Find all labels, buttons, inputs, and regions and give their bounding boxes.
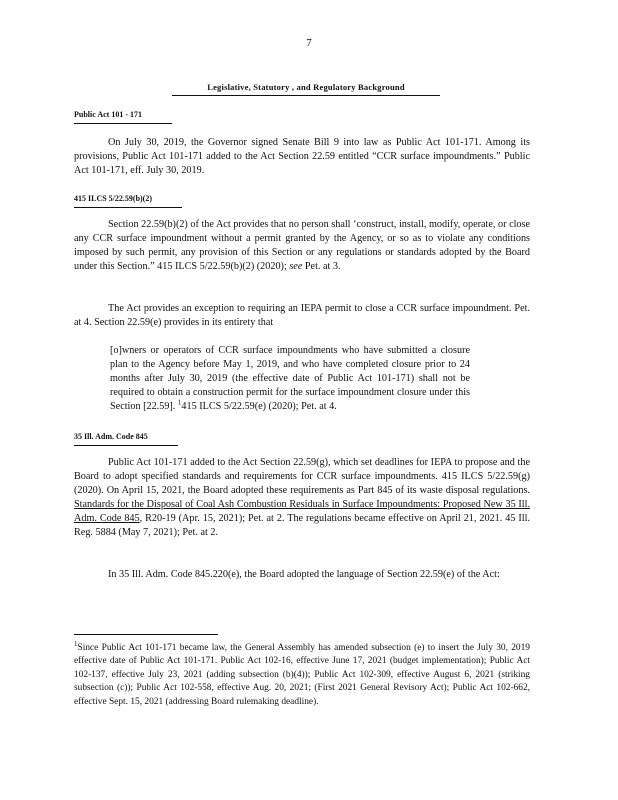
paragraph-part-845-text: Public Act 101-171 added to the Act Section 22.59(g), which set deadlines for IEPA to propose and the Board to adopt specified standards and requirements for CCR surface impoundments. 415 ILCS 5/22.59(g) (2020). On April 15, 2021, the Board adopted these requirements as Part 845 of its waste disposal regulations. <box>74 457 530 496</box>
footnote-reference[interactable]: 1 <box>177 398 182 407</box>
footnote <box>74 639 530 709</box>
case-citation-title: Standards for the Disposal of Coal Ash Combustion Residuals in Surface Impoundments: Proposed New 35 Ill. Adm. Code 845 <box>74 499 530 524</box>
paragraph-845-220-text: In 35 Ill. Adm. Code 845.220(e), the Board adopted the language of Section 22.59(e) of the Act: <box>108 569 500 580</box>
paragraph-exception <box>74 302 530 330</box>
heading-section-2259: 415 ILCS 5/22.59(b)(2) <box>74 192 182 208</box>
paragraph-section-2259-tail: Pet. at 3. <box>302 261 341 272</box>
block-quote-text: [o]wners or operators of CCR surface impoundments who have submitted a closure plan to the Agency before May 1, 2019, and who have completed closure prior to 24 months after July 30, 2019 (the effective date of Public Act 101-171) shall not be required to obtain a construction permit for the surface impoundment closure under this Section [22.59]. <box>110 345 470 412</box>
paragraph-845-220 <box>74 568 530 582</box>
paragraph-part-845-tail: , R20-19 (Apr. 15, 2021); Pet. at 2. The regulations became effective on April 21, 2021. 45 Ill. Reg. 5884 (May 7, 2021); Pet. at 2. <box>74 513 530 538</box>
paragraph-section-2259 <box>74 218 530 274</box>
footnote-text: Since Public Act 101-171 became law, the General Assembly has amended subsection (e) to insert the July 30, 2019 effective date of Public Act 101-171. Public Act 102-16, effective June 17, 2021 (budget implementation); Public Act 102-137, effective July 23, 2021 (adding subsection (b)(4)); Public Act 102-309, effective August 6, 2021 (striking subsection (c)); Public Act 102-558, effective Aug. 20, 2021; (First 2021 General Revisory Act); Public Act 102-662, effective Sept. 15, 2021 (addressing Board rulemaking deadline). <box>74 643 530 707</box>
block-quote <box>110 344 470 414</box>
footnote-mark: 1 <box>74 639 78 648</box>
block-quote-citation: 415 ILCS 5/22.59(e) (2020); Pet. at 4. <box>181 401 337 412</box>
paragraph-public-act <box>74 136 530 178</box>
footnote-divider <box>74 634 218 635</box>
paragraph-part-845 <box>74 456 530 540</box>
paragraph-public-act-text: On July 30, 2019, the Governor signed Senate Bill 9 into law as Public Act 101-171. Among its provisions, Public Act 101-171 added to the Act Section 22.59 entitled “CCR surface impoundments.” Public Act 101-171, eff. July 30, 2019. <box>74 137 530 176</box>
section-title: Legislative, Statutory , and Regulatory Background <box>172 80 440 96</box>
paragraph-exception-text: The Act provides an exception to requiring an IEPA permit to close a CCR surface impoundment. Pet. at 4. Section 22.59(e) provides in its entirety that <box>74 303 530 328</box>
see-signal: see <box>289 261 303 272</box>
heading-public-act: Public Act 101 - 171 <box>74 108 172 124</box>
page-number: 7 <box>306 37 312 49</box>
heading-part-845: 35 Ill. Adm. Code 845 <box>74 430 178 446</box>
paragraph-section-2259-text: Section 22.59(b)(2) of the Act provides that no person shall ‘construct, install, modify, operate, or close any CCR surface impoundment without a permit granted by the Agency, or so as to violate any conditions imposed by such permit, any provision of this Section or any regulations or standards adopted by the Board under this Section.” 415 ILCS 5/22.59(b)(2) (2020); <box>74 219 530 272</box>
